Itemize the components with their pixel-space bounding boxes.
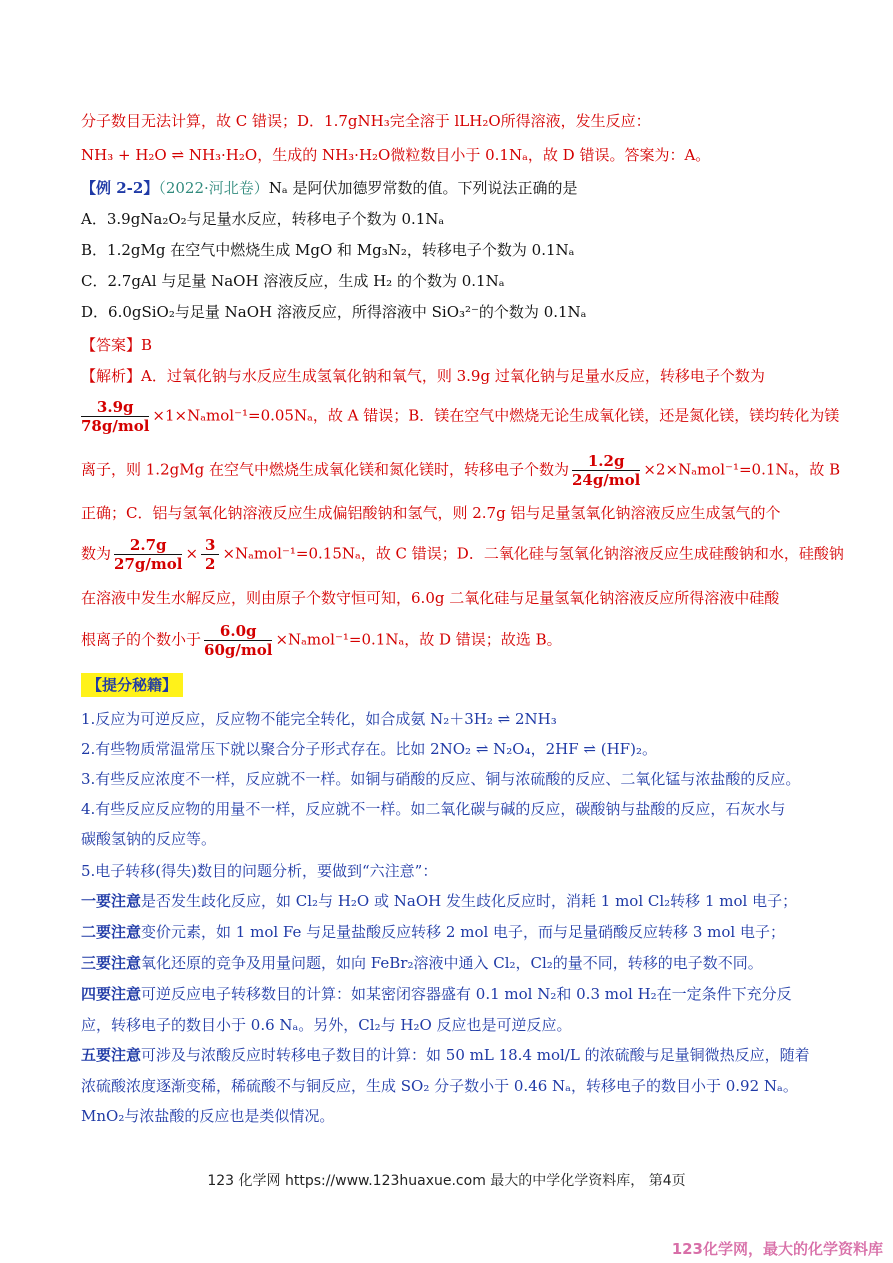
analysis-line: 根离子的个数小于 $\frac{6.0g}{\text{60g/mol}}$ ×Nₐmol⁻¹=0.1Nₐ，故 D 错误；故选 B。 [81,622,562,659]
option-c: C．2.7gAl 与足量 NaOH 溶液反应，生成 H₂ 的个数为 0.1Nₐ [81,272,505,290]
example-stem: Nₐ 是阿伏加德罗常数的值。下列说法正确的是 [268,179,578,197]
example-tag: 【例 2-2】 [81,179,159,197]
fraction: $\frac{2.7g}{\text{27g/mol}}$ [114,536,183,573]
option-d: D．6.0gSiO₂与足量 NaOH 溶液反应，所得溶液中 SiO₃²⁻的个数为 0.1Nₐ [81,303,587,321]
fraction: $\frac{1.2g}{\text{24g/mol}}$ [571,452,641,489]
tips-heading: 【提分秘籍】 [81,673,183,697]
note-4-cont: 应，转移电子的数目小于 0.6 Nₐ。另外，Cl₂与 H₂O 反应也是可逆反应。 [81,1016,572,1034]
tip-item: 碳酸氢钠的反应等。 [81,830,217,848]
fraction: $\frac{6.0g}{\text{60g/mol}}$ [204,622,273,659]
analysis-line: $\frac{3.9g}{\text{78g/mol}}$ ×1×Nₐmol⁻¹=0.05Nₐ，故 A 错误；B．镁在空气中燃烧无论生成氧化镁，还是氮化镁，镁均转化为镁 [81,398,840,435]
page-footer: 123 化学网 https://www.123huaxue.com 最大的中学化学资料库， 第4页 [207,1173,686,1189]
text-line: NH₃ + H₂O ⇌ NH₃·H₂O，生成的 NH₃·H₂O微粒数目小于 0.1Nₐ，故 D 错误。答案为：A。 [81,146,711,164]
watermark: 123化学网，最大的化学资料库 [671,1240,883,1258]
fraction: $\frac{3.9g}{\text{78g/mol}}$ [81,398,150,435]
note-4: 四要注意可逆反应电子转移数目的计算：如某密闭容器盛有 0.1 mol N₂和 0.3 mol H₂在一定条件下充分反 [81,985,792,1003]
note-1: 一要注意是否发生歧化反应，如 Cl₂与 H₂O 或 NaOH 发生歧化反应时，消耗 1 mol Cl₂转移 1 mol 电子； [81,892,798,910]
analysis-line: 数为 $\frac{2.7g}{\text{27g/mol}}$ × $\frac{3}{2}$ ×Nₐmol⁻¹=0.15Nₐ，故 C 错误；D．二氧化硅与氢氧化钠溶液反应生成硅酸钠和水，硅酸钠 [81,536,844,573]
tip-item: 4.有些反应反应物的用量不一样，反应就不一样。如二氧化碳与碱的反应，碳酸钠与盐酸的反应，石灰水与 [81,800,786,818]
option-a: A．3.9gNa₂O₂与足量水反应，转移电子个数为 0.1Nₐ [81,210,445,228]
option-b: B．1.2gMg 在空气中燃烧生成 MgO 和 Mg₃N₂，转移电子个数为 0.1Nₐ [81,241,575,259]
tip-item: 3.有些反应浓度不一样，反应就不一样。如铜与硝酸的反应、铜与浓硫酸的反应、二氧化锰与浓盐酸的反应。 [81,770,801,788]
note-5: 五要注意可涉及与浓酸反应时转移电子数目的计算：如 50 mL 18.4 mol/L 的浓硫酸与足量铜微热反应，随着 [81,1046,810,1064]
tip-item: 2.有些物质常温常压下就以聚合分子形式存在。比如 2NO₂ ⇌ N₂O₄，2HF ⇌ (HF)₂。 [81,740,657,758]
note-5-cont: 浓硫酸浓度逐渐变稀，稀硫酸不与铜反应，生成 SO₂ 分子数小于 0.46 Nₐ，转移电子的数目小于 0.92 Nₐ。 [81,1077,798,1095]
example-header [81,178,577,198]
note-3: 三要注意氧化还原的竞争及用量问题，如向 FeBr₂溶液中通入 Cl₂，Cl₂的量不同，转移的电子数不同。 [81,954,763,972]
example-source: （2022·河北卷） [158,179,269,197]
analysis-line: 离子，则 1.2gMg 在空气中燃烧生成氧化镁和氮化镁时，转移电子个数为 $\frac{1.2g}{\text{24g/mol}}$ ×2×Nₐmol⁻¹=0.1Nₐ，故 B [81,452,841,489]
analysis-line: 在溶液中发生水解反应，则由原子个数守恒可知，6.0g 二氧化硅与足量氢氧化钠溶液反应所得溶液中硅酸 [81,589,780,607]
note-2: 二要注意变价元素，如 1 mol Fe 与足量盐酸反应转移 2 mol 电子，而与足量硝酸反应转移 3 mol 电子； [81,923,785,941]
fraction: $\frac{3}{2}$ [201,536,219,573]
answer: 【答案】B [81,336,153,354]
tip-item: 1.反应为可逆反应，反应物不能完全转化，如合成氨 N₂＋3H₂ ⇌ 2NH₃ [81,710,557,728]
tip-item: 5.电子转移(得失)数目的问题分析，要做到“六注意”： [81,862,438,880]
analysis-line: 【解析】A．过氧化钠与水反应生成氢氧化钠和氧气，则 3.9g 过氧化钠与足量水反应，转移电子个数为 [81,367,765,385]
analysis-line: 正确；C．铝与氢氧化钠溶液反应生成偏铝酸钠和氢气，则 2.7g 铝与足量氢氧化钠溶液反应生成氢气的个 [81,504,781,522]
note-5-cont: MnO₂与浓盐酸的反应也是类似情况。 [81,1107,335,1125]
text-line: 分子数目无法计算，故 C 错误；D．1.7gNH₃完全溶于 lLH₂O所得溶液，发生反应： [81,112,651,130]
